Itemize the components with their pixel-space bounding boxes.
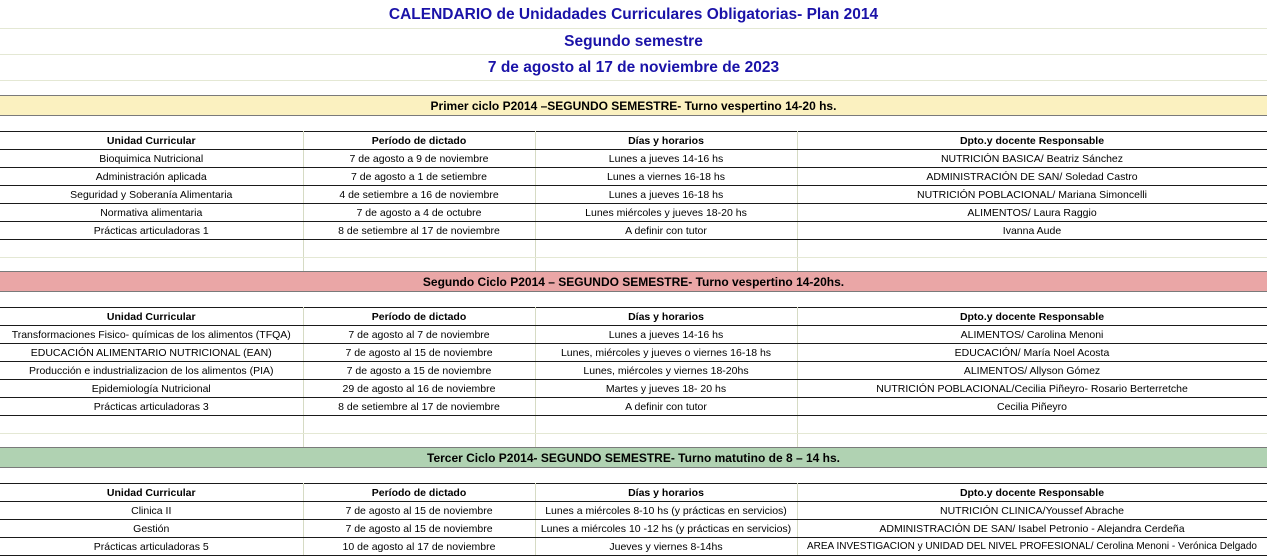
section-3-table xyxy=(0,483,1267,556)
cell-unidad: Epidemiología Nutricional xyxy=(0,380,303,398)
table-row xyxy=(0,204,1267,222)
cell-dias: Lunes, miércoles y viernes 18-20hs xyxy=(535,362,797,380)
cell-unidad: Transformaciones Fisico- químicas de los alimentos (TFQA) xyxy=(0,326,303,344)
document-subtitle-row xyxy=(0,29,1267,55)
cell-unidad: Clinica II xyxy=(0,502,303,520)
document-title: CALENDARIO de Unidadades Curriculares Obligatorias- Plan 2014 xyxy=(388,6,879,23)
cell-periodo: 7 de agosto al 15 de noviembre xyxy=(303,520,535,538)
cell-dias: Lunes a jueves 14-16 hs xyxy=(535,326,797,344)
section-1-title: Primer ciclo P2014 –SEGUNDO SEMESTRE- Turno vespertino 14-20 hs. xyxy=(430,99,837,113)
table-header-row xyxy=(0,132,1267,150)
column-header-unidad: Unidad Curricular xyxy=(0,308,303,326)
cell-unidad: Prácticas articuladoras 3 xyxy=(0,398,303,416)
column-header-periodo: Período de dictado xyxy=(303,308,535,326)
cell-docente: ALIMENTOS/ Carolina Menoni xyxy=(797,326,1267,344)
cell-periodo: 7 de agosto a 1 de setiembre xyxy=(303,168,535,186)
cell-periodo: 10 de agosto al 17 de noviembre xyxy=(303,538,535,556)
column-header-dias: Días y horarios xyxy=(535,484,797,502)
empty-row xyxy=(0,416,1267,434)
cell-dias: Martes y jueves 18- 20 hs xyxy=(535,380,797,398)
section-3-band xyxy=(0,447,1267,468)
cell-docente: Ivanna Aude xyxy=(797,222,1267,240)
cell-unidad: Bioquimica Nutricional xyxy=(0,150,303,168)
column-header-dias: Días y horarios xyxy=(535,308,797,326)
table-row xyxy=(0,168,1267,186)
cell-dias: A definir con tutor xyxy=(535,222,797,240)
document-subtitle: Segundo semestre xyxy=(564,33,703,50)
cell-unidad: Producción e industrializacion de los alimentos (PIA) xyxy=(0,362,303,380)
cell-unidad: EDUCACIÓN ALIMENTARIO NUTRICIONAL (EAN) xyxy=(0,344,303,362)
column-header-unidad: Unidad Curricular xyxy=(0,484,303,502)
table-row xyxy=(0,380,1267,398)
cell-docente: ADMINISTRACIÓN DE SAN/ Soledad Castro xyxy=(797,168,1267,186)
table-row xyxy=(0,344,1267,362)
cell-periodo: 7 de agosto a 4 de octubre xyxy=(303,204,535,222)
section-3-title: Tercer Ciclo P2014- SEGUNDO SEMESTRE- Turno matutino de 8 – 14 hs. xyxy=(427,451,840,465)
column-header-periodo: Período de dictado xyxy=(303,484,535,502)
section-1-table xyxy=(0,131,1267,276)
table-header-row xyxy=(0,484,1267,502)
document-dates: 7 de agosto al 17 de noviembre de 2023 xyxy=(487,59,780,76)
cell-dias: Lunes a miércoles 10 -12 hs (y prácticas en servicios) xyxy=(535,520,797,538)
cell-docente: NUTRICIÓN POBLACIONAL/Cecilia Piñeyro- Rosario Berterretche xyxy=(797,380,1267,398)
cell-docente: EDUCACIÓN/ María Noel Acosta xyxy=(797,344,1267,362)
column-header-docente: Dpto.y docente Responsable xyxy=(797,308,1267,326)
cell-dias: Lunes a jueves 16-18 hs xyxy=(535,186,797,204)
column-header-dias: Días y horarios xyxy=(535,132,797,150)
cell-periodo: 8 de setiembre al 17 de noviembre xyxy=(303,398,535,416)
cell-periodo: 7 de agosto a 15 de noviembre xyxy=(303,362,535,380)
cell-dias: Lunes a miércoles 8-10 hs (y prácticas en servicios) xyxy=(535,502,797,520)
cell-periodo: 7 de agosto al 15 de noviembre xyxy=(303,502,535,520)
cell-unidad: Administración aplicada xyxy=(0,168,303,186)
column-header-unidad: Unidad Curricular xyxy=(0,132,303,150)
cell-dias: Lunes a jueves 14-16 hs xyxy=(535,150,797,168)
column-header-docente: Dpto.y docente Responsable xyxy=(797,132,1267,150)
document-title-row xyxy=(0,0,1267,29)
table-row xyxy=(0,538,1267,556)
cell-unidad: Seguridad y Soberanía Alimentaria xyxy=(0,186,303,204)
table-row xyxy=(0,502,1267,520)
column-header-docente: Dpto.y docente Responsable xyxy=(797,484,1267,502)
cell-docente: Cecilia Piñeyro xyxy=(797,398,1267,416)
table-row xyxy=(0,222,1267,240)
cell-docente: ALIMENTOS/ Allyson Gómez xyxy=(797,362,1267,380)
section-1-band xyxy=(0,95,1267,116)
cell-periodo: 29 de agosto al 16 de noviembre xyxy=(303,380,535,398)
cell-periodo: 8 de setiembre al 17 de noviembre xyxy=(303,222,535,240)
cell-docente: NUTRICIÓN POBLACIONAL/ Mariana Simoncelli xyxy=(797,186,1267,204)
cell-periodo: 7 de agosto a 9 de noviembre xyxy=(303,150,535,168)
cell-unidad: Gestión xyxy=(0,520,303,538)
table-row xyxy=(0,186,1267,204)
cell-docente: NUTRICIÓN BASICA/ Beatriz Sánchez xyxy=(797,150,1267,168)
table-row xyxy=(0,520,1267,538)
section-2-table xyxy=(0,307,1267,452)
column-header-periodo: Período de dictado xyxy=(303,132,535,150)
cell-periodo: 7 de agosto al 7 de noviembre xyxy=(303,326,535,344)
section-2-title: Segundo Ciclo P2014 – SEGUNDO SEMESTRE- Turno vespertino 14-20hs. xyxy=(422,275,845,289)
table-header-row xyxy=(0,308,1267,326)
table-row xyxy=(0,362,1267,380)
cell-docente: AREA INVESTIGACION y UNIDAD DEL NIVEL PROFESIONAL/ Cerolina Menoni - Verónica Delgado xyxy=(797,538,1267,556)
cell-unidad: Normativa alimentaria xyxy=(0,204,303,222)
table-row xyxy=(0,398,1267,416)
cell-dias: Jueves y viernes 8-14hs xyxy=(535,538,797,556)
cell-dias: Lunes miércoles y jueves 18-20 hs xyxy=(535,204,797,222)
cell-periodo: 4 de setiembre a 16 de noviembre xyxy=(303,186,535,204)
cell-unidad: Prácticas articuladoras 1 xyxy=(0,222,303,240)
cell-docente: ALIMENTOS/ Laura Raggio xyxy=(797,204,1267,222)
section-2-band xyxy=(0,271,1267,292)
empty-row xyxy=(0,240,1267,258)
document-dates-row xyxy=(0,55,1267,81)
cell-docente: NUTRICIÓN CLINICA/Youssef Abrache xyxy=(797,502,1267,520)
table-row xyxy=(0,150,1267,168)
cell-dias: A definir con tutor xyxy=(535,398,797,416)
cell-dias: Lunes a viernes 16-18 hs xyxy=(535,168,797,186)
cell-periodo: 7 de agosto al 15 de noviembre xyxy=(303,344,535,362)
table-row xyxy=(0,326,1267,344)
cell-docente: ADMINISTRACIÓN DE SAN/ Isabel Petronio - Alejandra Cerdeña xyxy=(797,520,1267,538)
cell-unidad: Prácticas articuladoras 5 xyxy=(0,538,303,556)
cell-dias: Lunes, miércoles y jueves o viernes 16-18 hs xyxy=(535,344,797,362)
